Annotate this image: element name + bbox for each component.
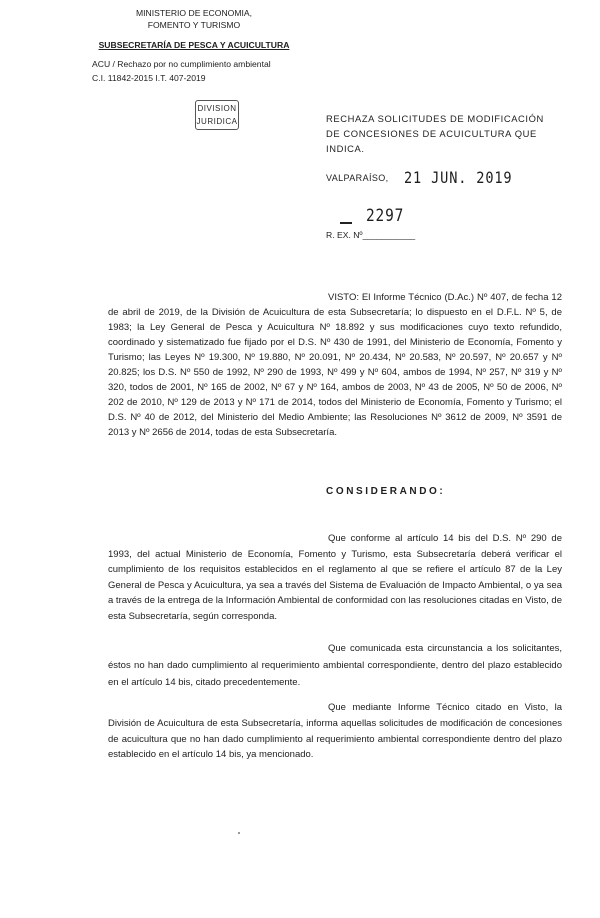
division-juridica-stamp xyxy=(195,100,239,130)
considerando-heading: CONSIDERANDO: xyxy=(326,486,446,497)
stamp-line2: JURIDICA xyxy=(196,117,238,126)
number-dash xyxy=(340,222,352,224)
considerando-paragraph-3: Que mediante Informe Técnico citado en Visto, la División de Acuicultura de esta Subsecretaría, informa aquellas solicitudes de modificación de concesiones de acuicultura que no han dado cumplimiento al requerimiento ambiental correspondiente dentro del plazo establecido en el artículo 14 bis, ya mencionado. xyxy=(108,702,562,761)
reference-line1: ACU / Rechazo por no cumplimiento ambiental xyxy=(92,59,271,69)
place-date xyxy=(326,168,566,190)
subsecretaria-name: SUBSECRETARÍA DE PESCA Y ACUICULTURA xyxy=(98,40,290,50)
considerando-paragraph-1: Que conforme al artículo 14 bis del D.S. Nº 290 de 1993, del actual Ministerio de Economía, Fomento y Turismo, esta Subsecretaría deberá verificar el cumplimiento de los requisitos establecidos en el reglamento al que se refiere el artículo 87 de la Ley General de Pesca y Acuicultura, ya sea a través del Sistema de Evaluación de Impacto Ambiental, o ya sea a través de la entrega de la Información Ambiental de conformidad con las resoluciones citadas en Visto, de esta Subsecretaría, según corresponda. xyxy=(108,533,562,622)
date-stamp: 21 JUN. 2019 xyxy=(404,168,513,187)
resolution-label: R. EX. Nº___________ xyxy=(326,230,416,240)
resolution-number: 2297 xyxy=(366,206,405,226)
ministry-name-line1: MINISTERIO DE ECONOMIA, xyxy=(135,8,253,18)
city: VALPARAÍSO, xyxy=(326,173,389,183)
scan-speck xyxy=(238,832,240,834)
considerando-paragraph-2: Que comunicada esta circunstancia a los solicitantes, éstos no han dado cumplimiento al requerimiento ambiental correspondiente, dentro del plazo establecido en el artículo 14 bis, citado precedentemente. xyxy=(108,643,562,688)
stamp-line1: DIVISION xyxy=(197,104,237,113)
resolution-title: RECHAZA SOLICITUDES DE MODIFICACIÓN DE CONCESIONES DE ACUICULTURA QUE INDICA. xyxy=(326,113,544,154)
ministry-name-line2: FOMENTO Y TURISMO xyxy=(147,20,241,30)
reference-line2: C.I. 11842-2015 I.T. 407-2019 xyxy=(92,73,206,83)
visto-paragraph: VISTO: El Informe Técnico (D.Ac.) Nº 407, de fecha 12 de abril de 2019, de la División de Acuicultura de esta Subsecretaría; lo dispuesto en el D.F.L. Nº 5, de 1983; la Ley General de Pesca y Acuicultura Nº 18.892 y sus modificaciones cuyo texto refundido, coordinado y sistematizado fue fijado por el D.S. Nº 430 de 1991, del Ministerio de Economía, Fomento y Turismo; las Leyes Nº 19.300, Nº 19.880, Nº 20.091, Nº 20.434, Nº 20.583, Nº 20.597, Nº 20.657 y Nº 20.825; los D.S. Nº 550 de 1992, Nº 290 de 1993, Nº 499 y Nº 604, ambos de 1994, Nº 257, Nº 319 y Nº 320, todos de 2001, Nº 165 de 2002, Nº 67 y Nº 164, ambos de 2003, Nº 43 de 2005, Nº 50 de 2006, Nº 202 de 2010, Nº 129 de 2013 y Nº 171 de 2014, todos del Ministerio de Economía, Fomento y Turismo; el D.S. Nº 40 de 2012, del Ministerio del Medio Ambiente; las Resoluciones Nº 3612 de 2009, Nº 3591 de 2013 y Nº 2656 de 2014, todas de esta Subsecretaría. xyxy=(108,292,562,438)
